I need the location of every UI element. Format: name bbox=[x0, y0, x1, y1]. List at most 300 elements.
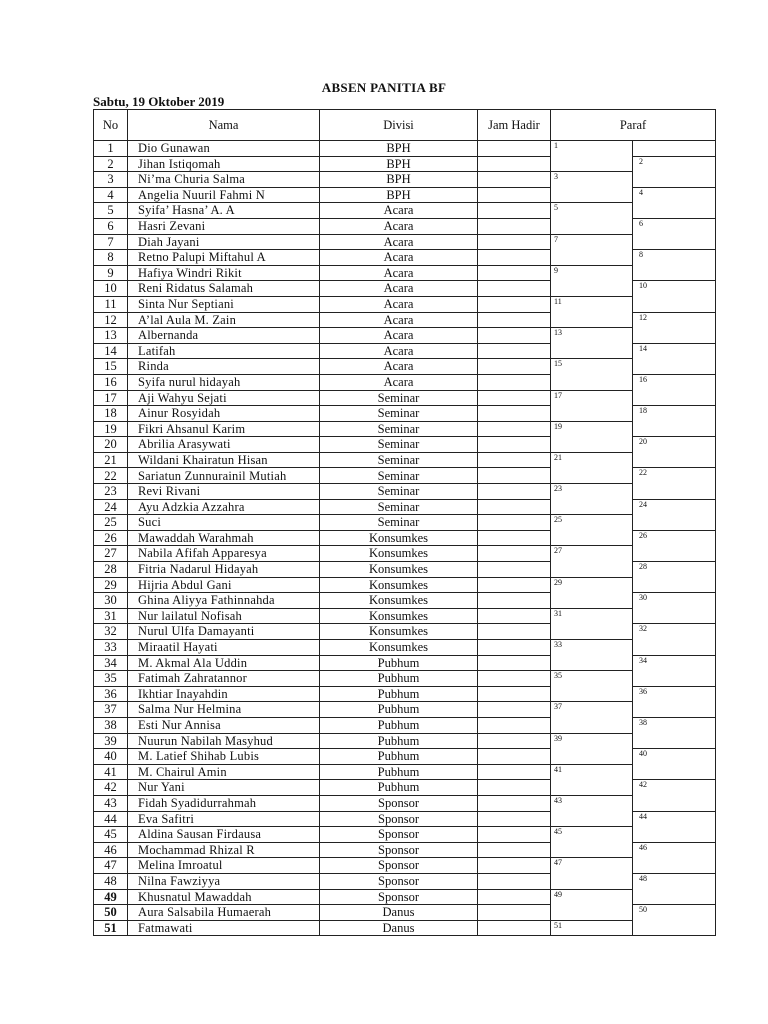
cell-jam-hadir[interactable] bbox=[478, 250, 551, 266]
cell-divisi: Pubhum bbox=[320, 686, 478, 702]
cell-no: 24 bbox=[94, 499, 128, 515]
cell-jam-hadir[interactable] bbox=[478, 905, 551, 921]
cell-jam-hadir[interactable] bbox=[478, 811, 551, 827]
cell-no: 22 bbox=[94, 468, 128, 484]
cell-nama: Miraatil Hayati bbox=[128, 640, 320, 656]
cell-divisi: BPH bbox=[320, 141, 478, 157]
cell-nama: M. Akmal Ala Uddin bbox=[128, 655, 320, 671]
table-row bbox=[94, 577, 716, 593]
cell-nama: Fikri Ahsanul Karim bbox=[128, 421, 320, 437]
cell-divisi: BPH bbox=[320, 187, 478, 203]
cell-no: 50 bbox=[94, 905, 128, 921]
cell-no: 30 bbox=[94, 593, 128, 609]
paraf-number: 7 bbox=[554, 234, 558, 244]
cell-jam-hadir[interactable] bbox=[478, 858, 551, 874]
paraf-left-cell[interactable] bbox=[551, 640, 633, 671]
table-row bbox=[94, 764, 716, 780]
cell-divisi: Danus bbox=[320, 920, 478, 936]
paraf-left-cell[interactable] bbox=[551, 296, 633, 327]
cell-nama: Syifa’ Hasna’ A. A bbox=[128, 203, 320, 219]
cell-no: 29 bbox=[94, 577, 128, 593]
cell-no: 46 bbox=[94, 842, 128, 858]
paraf-right-cell[interactable] bbox=[633, 749, 716, 780]
paraf-number: 4 bbox=[639, 187, 643, 197]
cell-divisi: Danus bbox=[320, 905, 478, 921]
cell-jam-hadir[interactable] bbox=[478, 671, 551, 687]
paraf-number: 24 bbox=[639, 499, 647, 509]
cell-divisi: Pubhum bbox=[320, 655, 478, 671]
paraf-left-cell[interactable] bbox=[551, 702, 633, 733]
paraf-left-cell[interactable] bbox=[551, 484, 633, 515]
paraf-right-cell[interactable] bbox=[633, 530, 716, 561]
cell-jam-hadir[interactable] bbox=[478, 842, 551, 858]
paraf-number: 21 bbox=[554, 452, 562, 462]
cell-nama: Ainur Rosyidah bbox=[128, 406, 320, 422]
cell-jam-hadir[interactable] bbox=[478, 421, 551, 437]
table-row bbox=[94, 640, 716, 656]
paraf-left-cell[interactable] bbox=[551, 827, 633, 858]
paraf-number: 46 bbox=[639, 842, 647, 852]
cell-no: 9 bbox=[94, 265, 128, 281]
paraf-left-cell[interactable] bbox=[551, 421, 633, 452]
cell-no: 10 bbox=[94, 281, 128, 297]
paraf-number: 17 bbox=[554, 390, 562, 400]
cell-jam-hadir[interactable] bbox=[478, 437, 551, 453]
paraf-number: 49 bbox=[554, 889, 562, 899]
cell-nama: Salma Nur Helmina bbox=[128, 702, 320, 718]
attendance-table bbox=[93, 109, 716, 936]
cell-divisi: Konsumkes bbox=[320, 546, 478, 562]
table-row bbox=[94, 359, 716, 375]
paraf-left-cell[interactable] bbox=[551, 265, 633, 296]
cell-divisi: Sponsor bbox=[320, 858, 478, 874]
paraf-left-cell[interactable] bbox=[551, 608, 633, 639]
paraf-number: 8 bbox=[639, 250, 643, 260]
cell-jam-hadir[interactable] bbox=[478, 749, 551, 765]
paraf-right-cell[interactable] bbox=[633, 250, 716, 281]
paraf-number: 28 bbox=[639, 562, 647, 572]
cell-jam-hadir[interactable] bbox=[478, 484, 551, 500]
cell-nama: Eva Safitri bbox=[128, 811, 320, 827]
paraf-number: 11 bbox=[554, 296, 562, 306]
cell-no: 2 bbox=[94, 156, 128, 172]
cell-no: 19 bbox=[94, 421, 128, 437]
paraf-number: 2 bbox=[639, 156, 643, 166]
paraf-number: 29 bbox=[554, 577, 562, 587]
paraf-right-cell[interactable] bbox=[633, 562, 716, 593]
cell-no: 45 bbox=[94, 827, 128, 843]
cell-nama: Latifah bbox=[128, 343, 320, 359]
cell-jam-hadir[interactable] bbox=[478, 733, 551, 749]
cell-no: 33 bbox=[94, 640, 128, 656]
cell-divisi: Acara bbox=[320, 312, 478, 328]
paraf-left-cell[interactable] bbox=[551, 671, 633, 702]
cell-jam-hadir[interactable] bbox=[478, 156, 551, 172]
paraf-right-cell[interactable] bbox=[633, 873, 716, 904]
paraf-right-cell[interactable] bbox=[633, 406, 716, 437]
cell-divisi: Pubhum bbox=[320, 764, 478, 780]
cell-divisi: Sponsor bbox=[320, 827, 478, 843]
cell-no: 43 bbox=[94, 795, 128, 811]
cell-nama: Khusnatul Mawaddah bbox=[128, 889, 320, 905]
cell-jam-hadir[interactable] bbox=[478, 624, 551, 640]
cell-jam-hadir[interactable] bbox=[478, 141, 551, 157]
cell-no: 11 bbox=[94, 296, 128, 312]
cell-nama: Revi Rivani bbox=[128, 484, 320, 500]
paraf-number: 30 bbox=[639, 593, 647, 603]
paraf-right-cell[interactable] bbox=[633, 218, 716, 249]
cell-no: 23 bbox=[94, 484, 128, 500]
cell-divisi: Acara bbox=[320, 359, 478, 375]
cell-divisi: Konsumkes bbox=[320, 593, 478, 609]
header-jam-hadir: Jam Hadir bbox=[478, 110, 551, 141]
paraf-right-cell[interactable] bbox=[633, 842, 716, 873]
table-row bbox=[94, 172, 716, 188]
cell-nama: Melina Imroatul bbox=[128, 858, 320, 874]
cell-divisi: Seminar bbox=[320, 421, 478, 437]
paraf-number: 3 bbox=[554, 172, 558, 182]
paraf-number: 33 bbox=[554, 640, 562, 649]
cell-jam-hadir[interactable] bbox=[478, 499, 551, 515]
table-row bbox=[94, 546, 716, 562]
cell-jam-hadir[interactable] bbox=[478, 312, 551, 328]
cell-nama: Nabila Afifah Apparesya bbox=[128, 546, 320, 562]
cell-no: 42 bbox=[94, 780, 128, 796]
paraf-right-cell[interactable] bbox=[633, 593, 716, 624]
cell-no: 51 bbox=[94, 920, 128, 936]
cell-divisi: Acara bbox=[320, 281, 478, 297]
cell-divisi: Acara bbox=[320, 203, 478, 219]
paraf-number: 25 bbox=[554, 515, 562, 525]
paraf-left-cell[interactable] bbox=[551, 795, 633, 826]
paraf-number: 9 bbox=[554, 265, 558, 275]
cell-divisi: BPH bbox=[320, 172, 478, 188]
paraf-left-cell[interactable] bbox=[551, 546, 633, 577]
cell-jam-hadir[interactable] bbox=[478, 577, 551, 593]
cell-jam-hadir[interactable] bbox=[478, 873, 551, 889]
paraf-number: 27 bbox=[554, 546, 562, 556]
paraf-left-cell[interactable] bbox=[551, 359, 633, 390]
cell-no: 18 bbox=[94, 406, 128, 422]
paraf-number: 40 bbox=[639, 749, 647, 759]
cell-no: 48 bbox=[94, 873, 128, 889]
paraf-number: 1 bbox=[554, 141, 558, 150]
paraf-left-cell[interactable] bbox=[551, 920, 633, 936]
cell-nama: Nuurun Nabilah Masyhud bbox=[128, 733, 320, 749]
paraf-right-cell[interactable] bbox=[633, 905, 716, 936]
cell-jam-hadir[interactable] bbox=[478, 390, 551, 406]
cell-no: 13 bbox=[94, 328, 128, 344]
header-no: No bbox=[94, 110, 128, 141]
cell-no: 1 bbox=[94, 141, 128, 157]
cell-nama: M. Chairul Amin bbox=[128, 764, 320, 780]
table-row bbox=[94, 484, 716, 500]
cell-nama: Hafiya Windri Rikit bbox=[128, 265, 320, 281]
cell-nama: M. Latief Shihab Lubis bbox=[128, 749, 320, 765]
cell-jam-hadir[interactable] bbox=[478, 468, 551, 484]
cell-nama: Wildani Khairatun Hisan bbox=[128, 452, 320, 468]
table-row bbox=[94, 452, 716, 468]
paraf-number: 31 bbox=[554, 608, 562, 618]
cell-divisi: Seminar bbox=[320, 390, 478, 406]
cell-jam-hadir[interactable] bbox=[478, 780, 551, 796]
table-row bbox=[94, 203, 716, 219]
cell-jam-hadir[interactable] bbox=[478, 546, 551, 562]
paraf-right-cell[interactable] bbox=[633, 780, 716, 811]
cell-divisi: Acara bbox=[320, 343, 478, 359]
paraf-right-cell[interactable] bbox=[633, 343, 716, 374]
cell-no: 27 bbox=[94, 546, 128, 562]
cell-nama: Suci bbox=[128, 515, 320, 531]
cell-divisi: Seminar bbox=[320, 515, 478, 531]
paraf-left-cell[interactable] bbox=[551, 764, 633, 795]
cell-nama: Abrilia Arasywati bbox=[128, 437, 320, 453]
cell-no: 36 bbox=[94, 686, 128, 702]
table-row bbox=[94, 858, 716, 874]
table-row bbox=[94, 795, 716, 811]
cell-nama: Aji Wahyu Sejati bbox=[128, 390, 320, 406]
cell-nama: Nilna Fawziyya bbox=[128, 873, 320, 889]
paraf-left-cell[interactable] bbox=[551, 889, 633, 920]
paraf-number: 39 bbox=[554, 733, 562, 743]
paraf-number: 10 bbox=[639, 281, 647, 291]
cell-divisi: Pubhum bbox=[320, 749, 478, 765]
cell-divisi: Sponsor bbox=[320, 873, 478, 889]
cell-divisi: Acara bbox=[320, 265, 478, 281]
cell-divisi: Acara bbox=[320, 218, 478, 234]
paraf-left-cell[interactable] bbox=[551, 141, 633, 172]
paraf-number: 35 bbox=[554, 671, 562, 681]
cell-jam-hadir[interactable] bbox=[478, 562, 551, 578]
paraf-left-cell[interactable] bbox=[551, 328, 633, 359]
paraf-right-cell[interactable] bbox=[633, 811, 716, 842]
paraf-right-cell[interactable] bbox=[633, 686, 716, 717]
table-row bbox=[94, 296, 716, 312]
table-row bbox=[94, 141, 716, 157]
paraf-number: 23 bbox=[554, 484, 562, 494]
paraf-number: 37 bbox=[554, 702, 562, 712]
cell-jam-hadir[interactable] bbox=[478, 608, 551, 624]
cell-nama: Ni’ma Churia Salma bbox=[128, 172, 320, 188]
cell-jam-hadir[interactable] bbox=[478, 593, 551, 609]
cell-no: 25 bbox=[94, 515, 128, 531]
paraf-number: 42 bbox=[639, 780, 647, 790]
cell-jam-hadir[interactable] bbox=[478, 374, 551, 390]
cell-nama: Mochammad Rhizal R bbox=[128, 842, 320, 858]
paraf-right-cell[interactable] bbox=[633, 437, 716, 468]
paraf-number: 5 bbox=[554, 203, 558, 213]
paraf-right-cell[interactable] bbox=[633, 312, 716, 343]
cell-divisi: Pubhum bbox=[320, 717, 478, 733]
cell-jam-hadir[interactable] bbox=[478, 686, 551, 702]
paraf-right-cell[interactable] bbox=[633, 717, 716, 748]
document-title: ABSEN PANITIA BF bbox=[321, 80, 447, 95]
cell-jam-hadir[interactable] bbox=[478, 328, 551, 344]
paraf-right-cell[interactable] bbox=[633, 374, 716, 405]
document-date: Sabtu, 19 Oktober 2019 bbox=[93, 94, 225, 109]
paraf-number: 51 bbox=[554, 920, 562, 930]
paraf-number: 41 bbox=[554, 764, 562, 774]
cell-divisi: Konsumkes bbox=[320, 640, 478, 656]
cell-no: 21 bbox=[94, 452, 128, 468]
cell-jam-hadir[interactable] bbox=[478, 218, 551, 234]
cell-no: 32 bbox=[94, 624, 128, 640]
paraf-number: 22 bbox=[639, 468, 647, 478]
cell-divisi: Seminar bbox=[320, 484, 478, 500]
cell-divisi: Pubhum bbox=[320, 780, 478, 796]
cell-jam-hadir[interactable] bbox=[478, 359, 551, 375]
cell-no: 34 bbox=[94, 655, 128, 671]
paraf-number: 38 bbox=[639, 717, 647, 727]
cell-no: 31 bbox=[94, 608, 128, 624]
cell-nama: Diah Jayani bbox=[128, 234, 320, 250]
table-row bbox=[94, 421, 716, 437]
paraf-left-cell[interactable] bbox=[551, 172, 633, 203]
cell-divisi: Konsumkes bbox=[320, 530, 478, 546]
table-row bbox=[94, 733, 716, 749]
paraf-left-cell[interactable] bbox=[551, 390, 633, 421]
paraf-right-cell[interactable] bbox=[633, 156, 716, 187]
cell-nama: Reni Ridatus Salamah bbox=[128, 281, 320, 297]
cell-jam-hadir[interactable] bbox=[478, 265, 551, 281]
cell-jam-hadir[interactable] bbox=[478, 343, 551, 359]
cell-jam-hadir[interactable] bbox=[478, 452, 551, 468]
paraf-right-cell[interactable] bbox=[633, 281, 716, 312]
paraf-number: 48 bbox=[639, 873, 647, 883]
paraf-number: 14 bbox=[639, 343, 647, 353]
paraf-left-cell[interactable] bbox=[551, 858, 633, 889]
paraf-left-cell[interactable] bbox=[551, 515, 633, 546]
table-row bbox=[94, 265, 716, 281]
cell-nama: Nurul Ulfa Damayanti bbox=[128, 624, 320, 640]
cell-divisi: Sponsor bbox=[320, 811, 478, 827]
cell-jam-hadir[interactable] bbox=[478, 515, 551, 531]
cell-jam-hadir[interactable] bbox=[478, 530, 551, 546]
paraf-number: 34 bbox=[639, 655, 647, 665]
paraf-left-cell[interactable] bbox=[551, 733, 633, 764]
cell-no: 14 bbox=[94, 343, 128, 359]
cell-jam-hadir[interactable] bbox=[478, 717, 551, 733]
cell-jam-hadir[interactable] bbox=[478, 764, 551, 780]
cell-divisi: Pubhum bbox=[320, 733, 478, 749]
cell-nama: Sinta Nur Septiani bbox=[128, 296, 320, 312]
cell-nama: Esti Nur Annisa bbox=[128, 717, 320, 733]
paraf-number: 36 bbox=[639, 686, 647, 696]
cell-divisi: Acara bbox=[320, 296, 478, 312]
table-row bbox=[94, 390, 716, 406]
cell-nama: Ghina Aliyya Fathinnahda bbox=[128, 593, 320, 609]
paraf-left-cell[interactable] bbox=[551, 452, 633, 483]
cell-nama: Rinda bbox=[128, 359, 320, 375]
cell-no: 35 bbox=[94, 671, 128, 687]
cell-jam-hadir[interactable] bbox=[478, 203, 551, 219]
paraf-number: 20 bbox=[639, 437, 647, 447]
paraf-number: 47 bbox=[554, 858, 562, 868]
cell-divisi: Sponsor bbox=[320, 842, 478, 858]
paraf-right-cell[interactable] bbox=[633, 624, 716, 655]
paraf-right-cell[interactable] bbox=[633, 655, 716, 686]
paraf-number: 18 bbox=[639, 406, 647, 416]
cell-no: 38 bbox=[94, 717, 128, 733]
paraf-right-cell[interactable] bbox=[633, 499, 716, 530]
table-row bbox=[94, 608, 716, 624]
table-row bbox=[94, 515, 716, 531]
table-header-row bbox=[94, 110, 716, 141]
cell-divisi: Acara bbox=[320, 374, 478, 390]
cell-no: 16 bbox=[94, 374, 128, 390]
table-row bbox=[94, 328, 716, 344]
cell-divisi: Konsumkes bbox=[320, 562, 478, 578]
paraf-right-cell[interactable] bbox=[633, 468, 716, 499]
paraf-left-cell[interactable] bbox=[551, 577, 633, 608]
cell-nama: Hijria Abdul Gani bbox=[128, 577, 320, 593]
cell-nama: A’lal Aula M. Zain bbox=[128, 312, 320, 328]
paraf-number: 6 bbox=[639, 218, 643, 228]
cell-nama: Retno Palupi Miftahul A bbox=[128, 250, 320, 266]
header-nama: Nama bbox=[128, 110, 320, 141]
paraf-right-cell[interactable] bbox=[633, 187, 716, 218]
cell-jam-hadir[interactable] bbox=[478, 187, 551, 203]
paraf-number: 26 bbox=[639, 530, 647, 540]
cell-divisi: Pubhum bbox=[320, 671, 478, 687]
paraf-number: 16 bbox=[639, 374, 647, 384]
cell-nama: Hasri Zevani bbox=[128, 218, 320, 234]
cell-no: 8 bbox=[94, 250, 128, 266]
cell-jam-hadir[interactable] bbox=[478, 406, 551, 422]
table-body bbox=[94, 141, 716, 936]
paraf-left-cell[interactable] bbox=[551, 203, 633, 234]
cell-jam-hadir[interactable] bbox=[478, 920, 551, 936]
cell-jam-hadir[interactable] bbox=[478, 234, 551, 250]
paraf-number: 15 bbox=[554, 359, 562, 369]
paraf-number: 50 bbox=[639, 905, 647, 915]
cell-nama: Nur Yani bbox=[128, 780, 320, 796]
table-row bbox=[94, 889, 716, 905]
table-row bbox=[94, 827, 716, 843]
cell-jam-hadir[interactable] bbox=[478, 827, 551, 843]
cell-divisi: Acara bbox=[320, 234, 478, 250]
paraf-number: 13 bbox=[554, 328, 562, 338]
cell-divisi: Konsumkes bbox=[320, 624, 478, 640]
cell-divisi: Pubhum bbox=[320, 702, 478, 718]
cell-jam-hadir[interactable] bbox=[478, 889, 551, 905]
paraf-left-cell[interactable] bbox=[551, 234, 633, 265]
cell-nama: Dio Gunawan bbox=[128, 141, 320, 157]
cell-jam-hadir[interactable] bbox=[478, 702, 551, 718]
cell-no: 37 bbox=[94, 702, 128, 718]
cell-nama: Syifa nurul hidayah bbox=[128, 374, 320, 390]
cell-nama: Angelia Nuuril Fahmi N bbox=[128, 187, 320, 203]
cell-nama: Sariatun Zunnurainil Mutiah bbox=[128, 468, 320, 484]
cell-divisi: BPH bbox=[320, 156, 478, 172]
table-row bbox=[94, 702, 716, 718]
cell-jam-hadir[interactable] bbox=[478, 795, 551, 811]
cell-no: 7 bbox=[94, 234, 128, 250]
cell-jam-hadir[interactable] bbox=[478, 172, 551, 188]
paraf-number: 12 bbox=[639, 312, 647, 322]
cell-divisi: Seminar bbox=[320, 406, 478, 422]
cell-jam-hadir[interactable] bbox=[478, 281, 551, 297]
cell-no: 6 bbox=[94, 218, 128, 234]
cell-jam-hadir[interactable] bbox=[478, 655, 551, 671]
paraf-number: 32 bbox=[639, 624, 647, 634]
cell-no: 26 bbox=[94, 530, 128, 546]
cell-jam-hadir[interactable] bbox=[478, 640, 551, 656]
table-row bbox=[94, 671, 716, 687]
paraf-number: 44 bbox=[639, 811, 647, 821]
cell-nama: Nur lailatul Nofisah bbox=[128, 608, 320, 624]
cell-jam-hadir[interactable] bbox=[478, 296, 551, 312]
